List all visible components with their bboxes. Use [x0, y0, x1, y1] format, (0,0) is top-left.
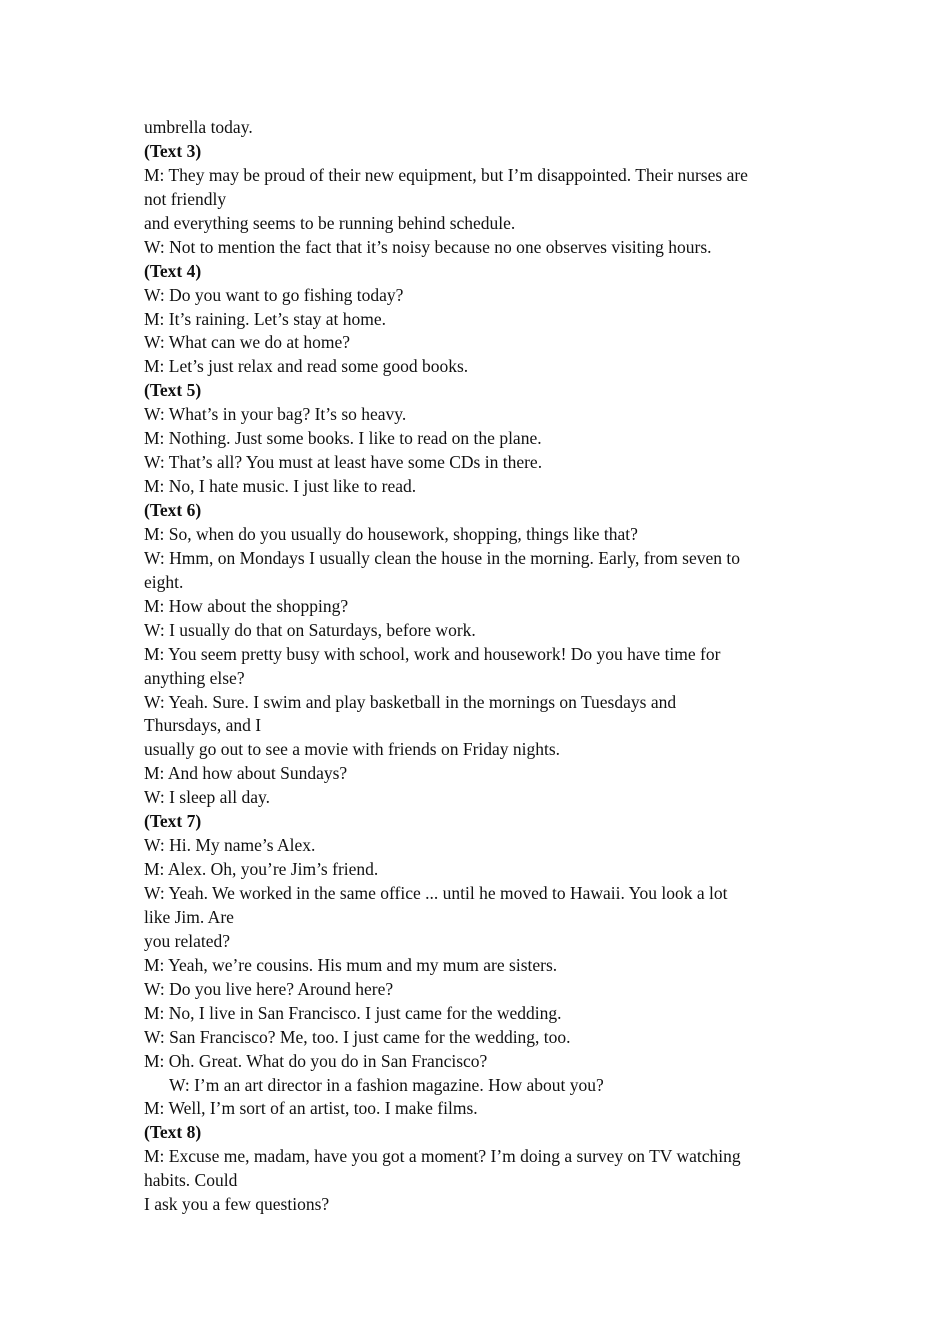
dialogue-line: M: You seem pretty busy with school, work and housework! Do you have time for — [144, 643, 721, 664]
section-heading: (Text 4) — [144, 260, 202, 281]
dialogue-line: not friendly — [144, 188, 227, 209]
dialogue-line: usually go out to see a movie with friends on Friday nights. — [144, 739, 561, 760]
dialogue-line: M: It’s raining. Let’s stay at home. — [144, 308, 387, 329]
dialogue-line: M: And how about Sundays? — [144, 763, 348, 784]
dialogue-line: anything else? — [144, 667, 245, 688]
dialogue-line: M: How about the shopping? — [144, 595, 349, 616]
dialogue-line: W: What’s in your bag? It’s so heavy. — [144, 404, 407, 425]
section-heading: (Text 8) — [144, 1122, 202, 1143]
dialogue-line: W: That’s all? You must at least have some CDs in there. — [144, 452, 543, 473]
dialogue-line: M: Let’s just relax and read some good books. — [144, 356, 469, 377]
dialogue-line: W: Do you live here? Around here? — [144, 978, 394, 999]
dialogue-line: W: Hmm, on Mondays I usually clean the house in the morning. Early, from seven to — [144, 547, 741, 568]
dialogue-line: W: Hi. My name’s Alex. — [144, 835, 316, 856]
dialogue-line: M: No, I hate music. I just like to read. — [144, 476, 417, 497]
dialogue-line: W: Not to mention the fact that it’s noisy because no one observes visiting hours. — [144, 236, 712, 257]
section-heading: (Text 6) — [144, 500, 202, 520]
section-heading: (Text 5) — [144, 380, 202, 401]
dialogue-line: you related? — [144, 930, 230, 951]
dialogue-line: M: Oh. Great. What do you do in San Francisco? — [144, 1050, 488, 1071]
dialogue-line: W: I usually do that on Saturdays, before work. — [144, 619, 476, 640]
dialogue-line: like Jim. Are — [144, 906, 234, 927]
dialogue-line: M: No, I live in San Francisco. I just came for the wedding. — [144, 1002, 562, 1023]
dialogue-line: W: San Francisco? Me, too. I just came for the wedding, too. — [144, 1026, 571, 1047]
dialogue-line: umbrella today. — [144, 117, 253, 137]
section-heading: (Text 3) — [144, 140, 202, 161]
dialogue-line: W: Yeah. We worked in the same office ... until he moved to Hawaii. You look a lot — [144, 883, 728, 903]
dialogue-line: M: Excuse me, madam, have you got a moment? I’m doing a survey on TV watching — [144, 1146, 741, 1167]
dialogue-line: M: Nothing. Just some books. I like to read on the plane. — [144, 428, 542, 449]
dialogue-line: W: What can we do at home? — [144, 332, 351, 353]
dialogue-line: and everything seems to be running behind schedule. — [144, 212, 516, 233]
dialogue-line: habits. Could — [144, 1170, 238, 1191]
dialogue-line: M: Well, I’m sort of an artist, too. I make films. — [144, 1098, 478, 1119]
dialogue-line: I ask you a few questions? — [144, 1194, 330, 1215]
dialogue-line: M: They may be proud of their new equipment, but I’m disappointed. Their nurses are — [144, 164, 748, 185]
document-page — [144, 116, 824, 1217]
dialogue-line: M: Alex. Oh, you’re Jim’s friend. — [144, 859, 379, 880]
section-heading: (Text 7) — [144, 811, 202, 832]
dialogue-line: W: Do you want to go fishing today? — [144, 284, 404, 305]
dialogue-line: Thursdays, and I — [144, 715, 262, 736]
dialogue-line: M: Yeah, we’re cousins. His mum and my mum are sisters. — [144, 954, 558, 975]
dialogue-line: W: I’m an art director in a fashion magazine. How about you? — [169, 1074, 604, 1095]
dialogue-line: M: So, when do you usually do housework, shopping, things like that? — [144, 523, 638, 544]
dialogue-line: W: I sleep all day. — [144, 787, 271, 808]
dialogue-line: W: Yeah. Sure. I swim and play basketball in the mornings on Tuesdays and — [144, 691, 677, 712]
dialogue-line: eight. — [144, 571, 184, 592]
